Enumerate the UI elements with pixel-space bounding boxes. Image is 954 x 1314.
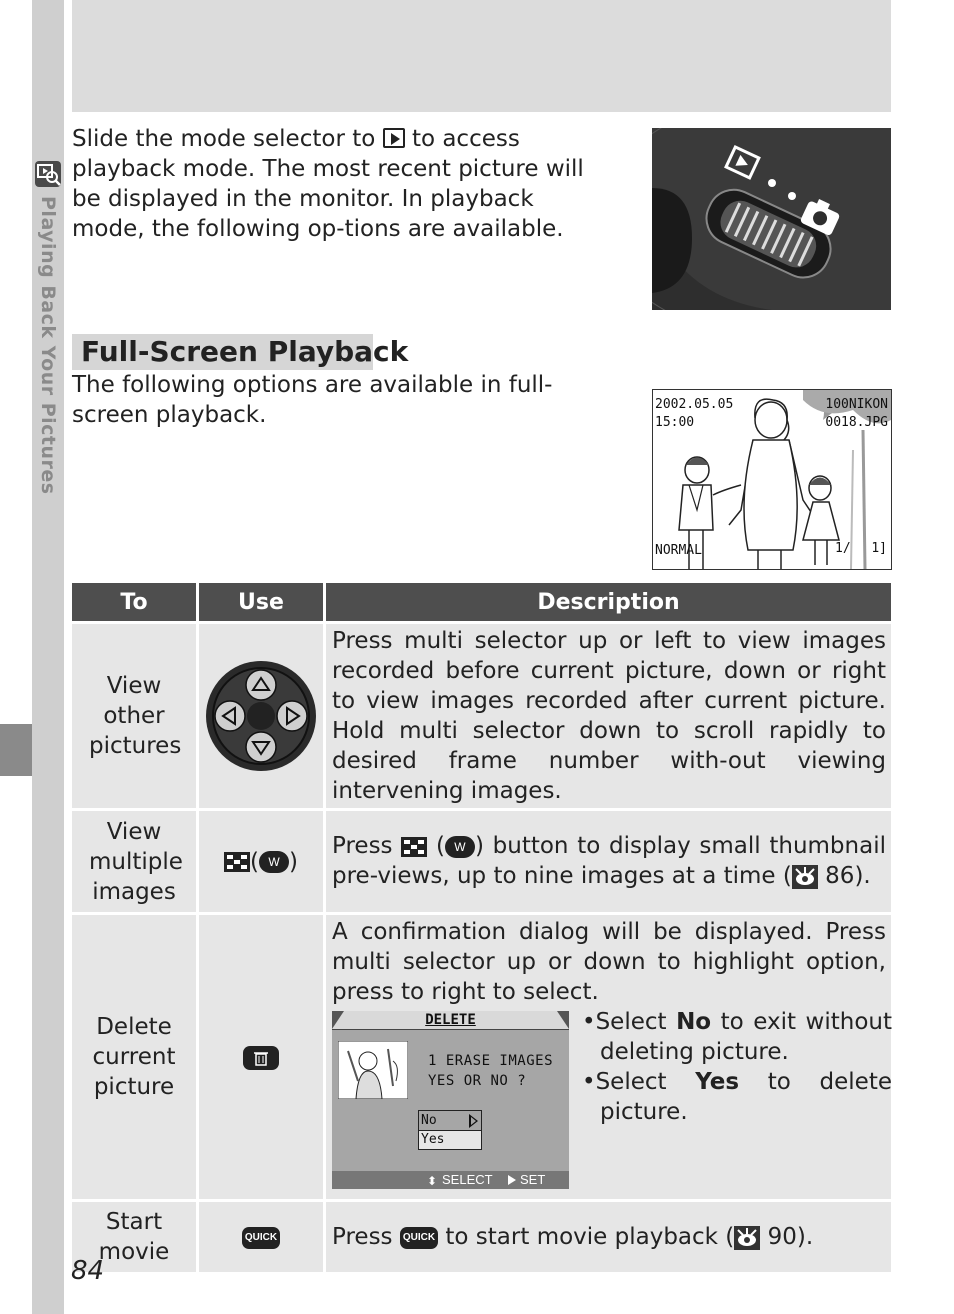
w-button-icon: W (445, 836, 475, 858)
use-paren-close: ) (289, 848, 298, 875)
delete-dialog-screenshot (332, 1011, 569, 1189)
col-header-use: Use (199, 583, 323, 621)
playback-mode-icon (383, 128, 405, 148)
row-view-other-desc: Press multi selector up or left to view images recorded before current picture, down or right to view images recorded after current picture. Hold multi selector down to scroll rapidly to desired frame number with-out viewing intervening images. (326, 624, 891, 808)
row-delete-to (72, 915, 196, 1199)
desc-text: Press (332, 1224, 393, 1250)
lcd-frame: 1/ (835, 541, 851, 556)
thumbnail-icon (224, 852, 250, 872)
desc-text: Press (332, 833, 393, 859)
playback-options-table (69, 580, 894, 1275)
use-paren-open: ( (250, 848, 259, 875)
row-view-multiple-desc: Press ( W ) button to display small thumbnail pre-views, up to nine images at a time ( 86). (326, 811, 891, 912)
delete-bullets (582, 1007, 892, 1127)
lcd-quality: NORMAL (655, 543, 702, 558)
row-view-multiple-to (72, 811, 196, 912)
col-header-to: To (72, 583, 196, 621)
desc-text: to start movie playback ( (445, 1224, 735, 1250)
intro-text-end: to access playback mode. The most recent picture will be displayed in the monitor. In playback mode, the following op-tions are available. (72, 126, 584, 242)
page-reference: 86). (825, 863, 871, 889)
section-intro: The following options are available in full-screen playback. (72, 372, 553, 428)
dialog-line-1: 1 ERASE IMAGES (428, 1053, 554, 1069)
delete-intro-text: A confirmation dialog will be displayed. Press multi selector up or down to highlight option, press to right to select. (332, 919, 886, 1005)
header-band (72, 0, 891, 112)
bullet-yes: •Select Yes to delete picture. (582, 1069, 892, 1125)
row-label: Delete current picture (92, 1014, 176, 1100)
lcd-file: 0018.JPG (825, 415, 888, 430)
quick-button-icon: QUICK (400, 1227, 438, 1249)
table-header-row (72, 583, 891, 621)
row-label: Start movie (98, 1209, 170, 1265)
section-label: Playing Back Your Pictures (37, 196, 59, 495)
row-label: View other pictures (89, 673, 182, 759)
table-row (72, 811, 891, 912)
dialog-option-yes[interactable] (418, 1130, 482, 1150)
table-row (72, 1202, 891, 1272)
lcd-remaining: 1] (871, 541, 887, 556)
page-reference-icon (792, 865, 818, 889)
footer-select: SELECT (442, 1172, 493, 1187)
row-view-other-use (199, 624, 323, 808)
col-header-description: Description (326, 583, 891, 621)
row-delete-desc (326, 915, 891, 1199)
dialog-option-no[interactable] (418, 1110, 482, 1131)
lcd-folder: 100NIKON (825, 397, 888, 412)
dialog-title: DELETE (425, 1012, 476, 1028)
dialog-line-2: YES OR NO ? (428, 1073, 527, 1089)
row-movie-desc (326, 1202, 891, 1272)
bullet-text: Select (595, 1069, 667, 1095)
option-yes-label: Yes (421, 1132, 445, 1147)
bullet-text: to delete picture. (600, 1069, 892, 1125)
delete-dialog-area (332, 1007, 892, 1197)
page-number: 84 (71, 1256, 105, 1286)
playback-screen-photo (652, 389, 892, 570)
intro-text-start: Slide the mode selector to (72, 126, 376, 152)
quick-button-icon: QUICK (242, 1227, 280, 1249)
row-label: View multiple images (89, 818, 183, 905)
bullet-bold: Yes (695, 1069, 740, 1095)
dialog-thumbnail (338, 1041, 408, 1099)
table-row (72, 624, 891, 808)
bullet-no: •Select No to exit without deleting picture. (582, 1009, 892, 1065)
table-row (72, 915, 891, 1199)
right-arrow-icon (508, 1175, 516, 1185)
w-button-icon: W (259, 851, 289, 873)
mode-selector-photo (652, 128, 891, 310)
bullet-text: Select (595, 1009, 667, 1035)
multi-selector-icon (205, 660, 317, 772)
desc-text: button to display small thumbnail pre-views, up to nine images at a time ( (332, 833, 886, 889)
trash-button-icon (243, 1046, 279, 1070)
page-reference: 90). (767, 1224, 814, 1250)
up-down-icon: ⬍ (427, 1174, 438, 1188)
bullet-text: to exit without deleting picture. (600, 1009, 892, 1065)
row-movie-use (199, 1202, 323, 1272)
section-title-text: Full-Screen Playback (81, 335, 409, 368)
lcd-time: 15:00 (655, 415, 695, 430)
lcd-date: 2002.05.05 (655, 397, 734, 412)
footer-set: SET (520, 1172, 546, 1187)
dialog-footer (332, 1171, 569, 1189)
playback-icon (34, 160, 62, 188)
bullet-bold: No (676, 1009, 712, 1035)
row-delete-use (199, 915, 323, 1199)
intro-paragraph (72, 124, 612, 244)
row-view-other-to (72, 624, 196, 808)
chapter-tab (0, 724, 32, 776)
row-view-multiple-use (199, 811, 323, 912)
page-reference-icon (734, 1226, 760, 1250)
option-no-label: No (421, 1113, 437, 1128)
section-heading (72, 334, 409, 370)
thumbnail-icon (401, 837, 427, 857)
